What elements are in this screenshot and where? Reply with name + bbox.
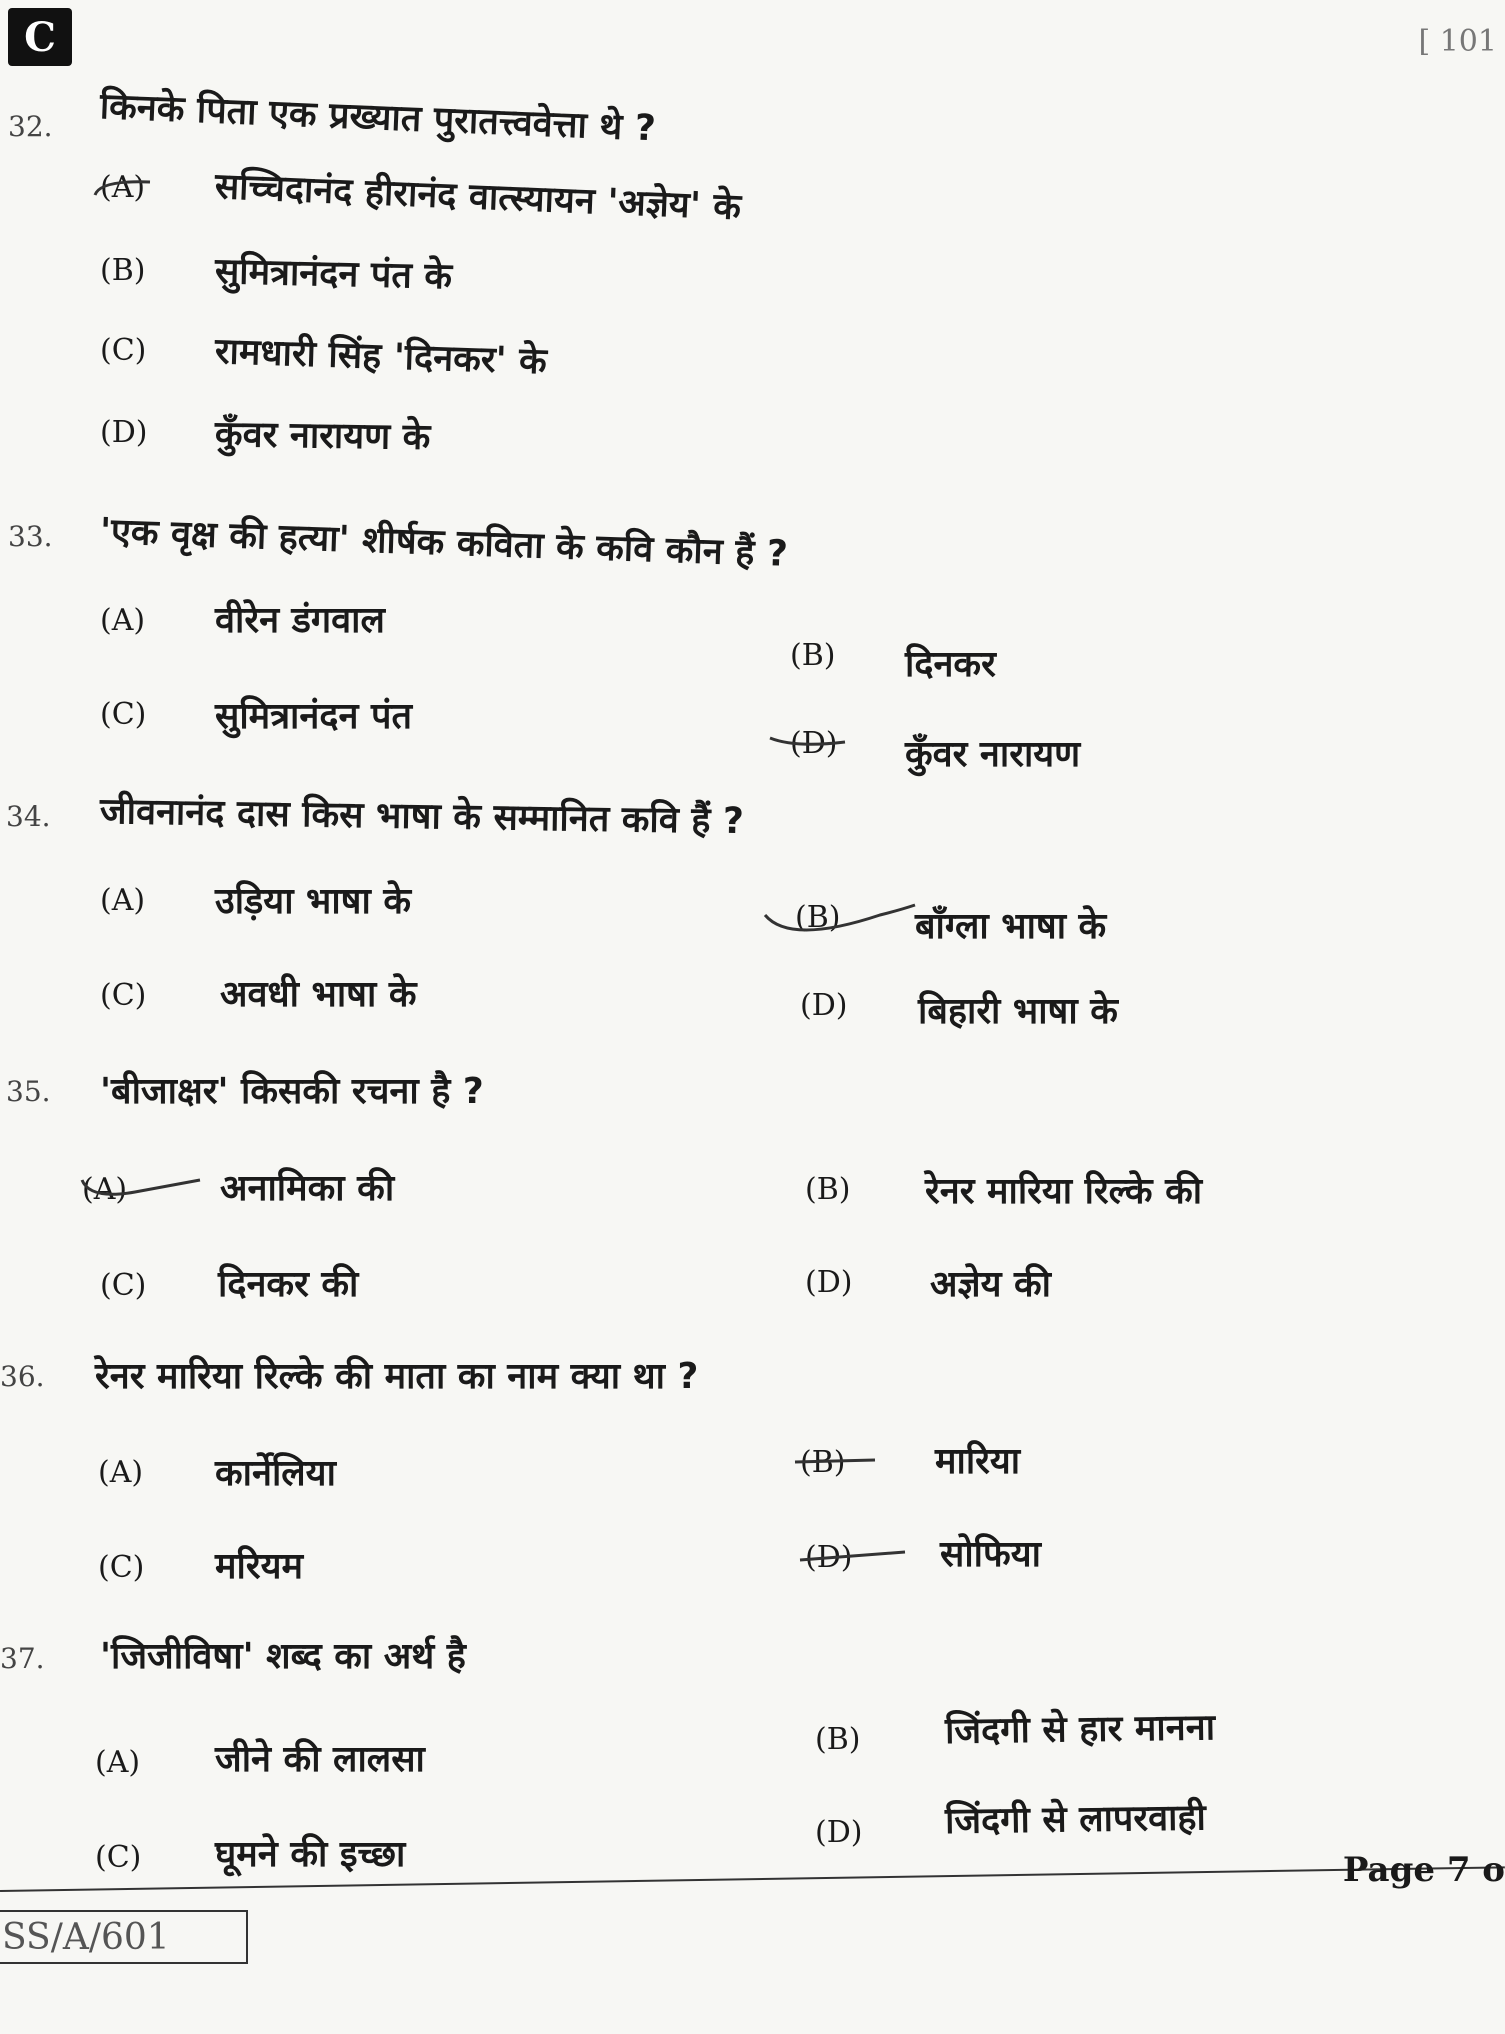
- q35-option-a-label: (A): [82, 1172, 128, 1207]
- q34-option-c-text: अवधी भाषा के: [220, 974, 417, 1015]
- q34-option-b-label: (B): [795, 900, 841, 935]
- q37-option-d-text: जिंदगी से लापरवाही: [944, 1797, 1207, 1842]
- q35-option-a-text: अनामिका की: [220, 1168, 395, 1209]
- question-33-text: 'एक वृक्ष की हत्या' शीर्षक कविता के कवि कौन हैं ?: [99, 511, 789, 575]
- q32-option-d-label: (D): [100, 415, 148, 450]
- q37-option-d-label: (D): [815, 1815, 863, 1850]
- q37-option-b-label: (B): [815, 1722, 861, 1757]
- q34-option-c-label: (C): [100, 978, 147, 1013]
- question-37-number: 37.: [0, 1642, 45, 1675]
- corner-page-mark: [ 101: [1418, 24, 1497, 59]
- q34-option-d-label: (D): [800, 988, 848, 1023]
- paper-code: SS/A/601: [0, 1910, 248, 1964]
- q32-option-d-text: कुँवर नारायण के: [214, 414, 431, 459]
- q33-option-c-text: सुमित्रानंदन पंत: [215, 696, 412, 737]
- q32-option-a-text: सच्चिदानंद हीरानंद वात्स्यायन 'अज्ञेय' के: [214, 166, 742, 229]
- q37-option-b-text: जिंदगी से हार मानना: [944, 1707, 1216, 1752]
- q36-option-a-text: कार्नेलिया: [215, 1453, 336, 1494]
- question-32-text: किनके पिता एक प्रख्यात पुरातत्त्ववेत्ता थे ?: [99, 86, 657, 150]
- q36-option-a-label: (A): [98, 1455, 144, 1490]
- q36-option-b-text: मारिया: [935, 1441, 1021, 1482]
- q33-option-b-label: (B): [790, 638, 836, 673]
- question-37-text: 'जिजीविषा' शब्द का अर्थ है: [100, 1636, 466, 1677]
- q33-option-b-text: दिनकर: [905, 644, 996, 685]
- question-35-text: 'बीजाक्षर' किसकी रचना है ?: [100, 1071, 484, 1112]
- page-number: Page 7 o: [1342, 1850, 1505, 1890]
- q32-option-a-label: (A): [100, 170, 146, 205]
- q35-option-c-label: (C): [100, 1268, 147, 1303]
- q33-option-d-text: कुँवर नारायण: [905, 734, 1081, 775]
- q35-option-b-label: (B): [805, 1172, 851, 1207]
- q32-option-c-text: रामधारी सिंह 'दिनकर' के: [214, 331, 548, 383]
- q32-option-c-label: (C): [100, 333, 147, 368]
- q33-option-a-label: (A): [100, 603, 146, 638]
- q34-option-d-text: बिहारी भाषा के: [918, 991, 1118, 1032]
- question-36-text: रेनर मारिया रिल्के की माता का नाम क्या था ?: [95, 1356, 699, 1397]
- question-36-number: 36.: [0, 1360, 45, 1393]
- q33-option-a-text: वीरेन डंगवाल: [215, 600, 385, 641]
- q35-option-d-text: अज्ञेय की: [930, 1264, 1051, 1305]
- q32-option-b-label: (B): [100, 253, 146, 288]
- q36-option-c-label: (C): [98, 1550, 145, 1585]
- q36-option-c-text: मरियम: [215, 1546, 303, 1587]
- q36-option-d-text: सोफिया: [940, 1534, 1041, 1575]
- q35-option-d-label: (D): [805, 1265, 853, 1300]
- q35-option-b-text: रेनर मारिया रिल्के की: [925, 1171, 1203, 1212]
- q36-option-b-label: (B): [800, 1445, 846, 1480]
- q37-option-a-label: (A): [95, 1745, 141, 1780]
- q32-option-b-text: सुमित्रानंदन पंत के: [214, 251, 453, 298]
- set-badge: C: [8, 8, 72, 66]
- q34-option-b-text: बाँग्ला भाषा के: [915, 906, 1107, 947]
- question-35-number: 35.: [6, 1075, 51, 1108]
- question-34-text: जीवनानंद दास किस भाषा के सम्मानित कवि हैं ?: [99, 791, 745, 843]
- question-33-number: 33.: [8, 520, 53, 553]
- q37-option-c-text: घूमने की इच्छा: [215, 1834, 406, 1875]
- q33-option-c-label: (C): [100, 697, 147, 732]
- question-32-number: 32.: [8, 110, 53, 143]
- q33-option-d-label: (D): [790, 726, 838, 761]
- q37-option-a-text: जीने की लालसा: [215, 1739, 425, 1780]
- q34-option-a-text: उड़िया भाषा के: [215, 881, 411, 922]
- question-34-number: 34.: [6, 800, 51, 833]
- q34-option-a-label: (A): [100, 883, 146, 918]
- q37-option-c-label: (C): [95, 1840, 142, 1875]
- q35-option-c-text: दिनकर की: [218, 1264, 359, 1305]
- q36-option-d-label: (D): [805, 1540, 853, 1575]
